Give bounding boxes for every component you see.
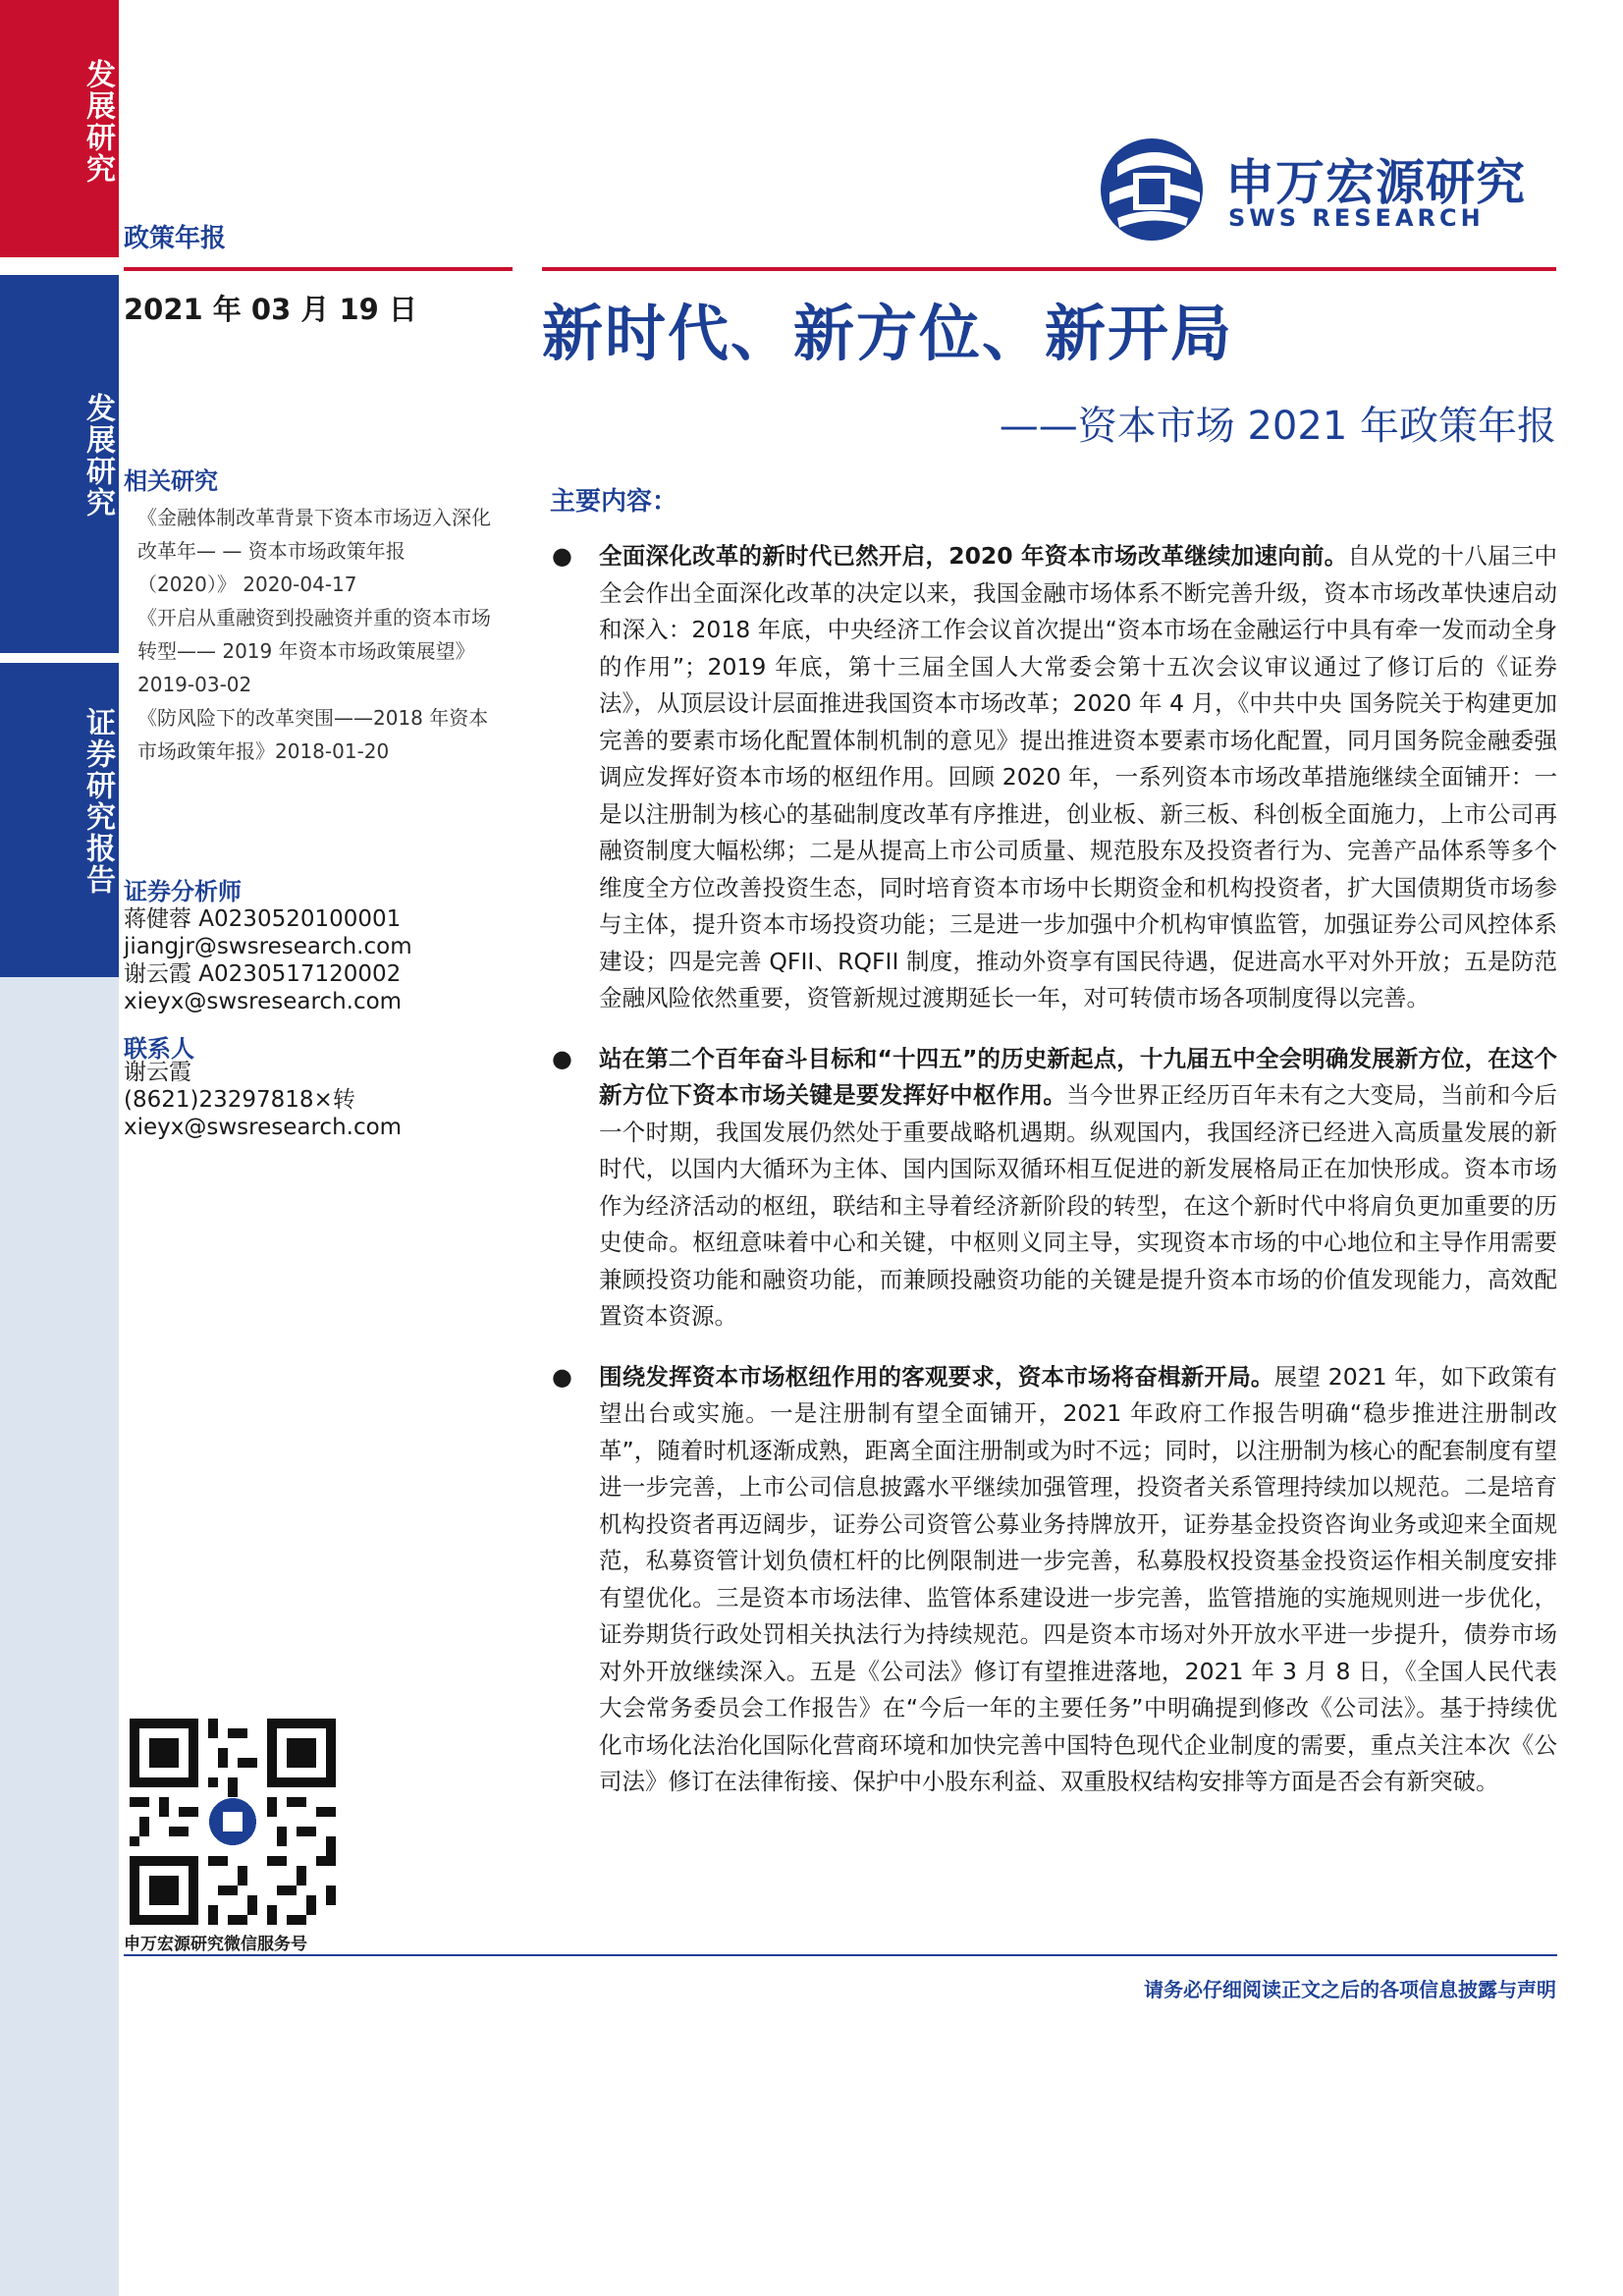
sidebar-label-bottom: 证券研究报告 [81,707,115,896]
bullet-body: 自从党的十八届三中全会作出全面深化改革的决定以来，我国金融市场体系不断完善升级，资本市场改革快速启动和深入：2018 年底，中央经济工作会议首次提出“资本市场在金融运行中具有牵一发而动全身的作用”；2019 年底，第十三届全国人大常委会第十五次会议审议通过了修订后的《证券法》，从顶层设计层面推进我国资本市场改革；2020 年 4 月，《中共中央 国务院关于构建更加完善的要素市场化配置体制机制的意见》提出推进资本要素市场化配置，同月国务院金融委强调应发挥好资本市场的枢纽作用。回顾 2020 年，一系列资本市场改革措施继续全面铺开：一是以注册制为核心的基础制度改革有序推进，创业板、新三板、科创板全面施力，上市公司再融资制度大幅松绑；二是从提高上市公司质量、规范股东及投资者行为、完善产品体系等多个维度全方位改善投资生态，同时培育资本市场中长期资金和机构投资者，扩大国债期货市场参与主体，提升资本市场投资功能；三是进一步加强中介机构审慎监管，加强证券公司风控体系建设；四是完善 QFII、RQFII 制度，推动外资享有国民待遇，促进高水平对外开放；五是防范金融风险依然重要，资管新规过渡期延长一年，对可转债市场各项制度得以完善。 [599,542,1557,1011]
main-bullet-item [550,1041,1557,1336]
header-rule-right [542,267,1556,271]
brand-name-cn: 申万宏源研究 [1225,154,1526,211]
analysts-block [124,905,412,1015]
brand-logo [1098,136,1559,244]
related-research-list [137,501,491,768]
bullet-lead: 围绕发挥资本市场枢纽作用的客观要求，资本市场将奋楫新开局。 [599,1362,1274,1391]
main-bullet-list [550,538,1557,1825]
qr-caption: 申万宏源研究微信服务号 [124,1935,307,1954]
bullet-lead: 全面深化改革的新时代已然开启，2020 年资本市场改革继续加速向前。 [599,542,1348,570]
left-sidebar-strip [0,0,119,2296]
report-date: 2021 年 03 月 19 日 [124,293,417,326]
sidebar-label-top: 发展研究 [81,59,115,185]
analyst-line: 谢云霞 A0230517120002 [124,961,402,987]
contact-name: 谢云霞 [124,1060,191,1085]
main-bullet-item [550,1359,1557,1801]
sidebar-gap [0,257,119,275]
related-research-item[interactable]: 《金融体制改革背景下资本市场迈入深化改革年— — 资本市场政策年报（2020）》 2020-04-17 [137,506,491,596]
bullet-dot-icon: ● [552,1362,572,1391]
bullet-dot-icon: ● [552,1044,572,1072]
contact-email[interactable]: xieyx@swsresearch.com [124,1115,403,1140]
related-research-item[interactable]: 《防风险下的改革突围——2018 年资本市场政策年报》2018-01-20 [137,706,489,763]
wechat-qr-code[interactable] [130,1719,336,1925]
report-subtitle: ——资本市场 2021 年政策年报 [999,404,1556,449]
contact-phone: (8621)23297818×转 [124,1087,355,1113]
brand-logo-icon [1098,136,1214,244]
related-research-heading: 相关研究 [124,467,218,495]
contact-heading: 联系人 [124,1035,194,1063]
document-type: 政策年报 [124,224,227,253]
bullet-dot-icon: ● [552,542,572,570]
analysts-heading: 证券分析师 [124,878,242,905]
sidebar-label-mid: 发展研究 [81,393,115,519]
related-research-item[interactable]: 《开启从重融资到投融资并重的资本市场转型—— 2019 年资本市场政策展望》2019-03-02 [137,606,491,696]
sidebar-gap [0,653,119,663]
bullet-body: 当今世界正经历百年未有之大变局，当前和今后一个时期，我国发展仍然处于重要战略机遇期。纵观国内，我国经济已经进入高质量发展的新时代，以国内大循环为主体、国内国际双循环相互促进的新发展格局正在加快形成。资本市场作为经济活动的枢纽，联结和主导着经济新阶段的转型，在这个新时代中将肩负更加重要的历史使命。枢纽意味着中心和关键，中枢则义同主导，实现资本市场的中心地位和主导作用需要兼顾投资功能和融资功能，而兼顾投融资功能的关键是提升资本市场的价值发现能力，高效配置资本资源。 [599,1081,1557,1330]
analyst-email[interactable]: jiangjr@swsresearch.com [124,934,412,959]
analyst-email[interactable]: xieyx@swsresearch.com [124,989,403,1014]
bullet-lead: 站在第二个百年奋斗目标和“十四五”的历史新起点，十九届五中全会明确发展新方位，在这个新方位下资本市场关键是要发挥好中枢作用。 [599,1044,1557,1109]
bullet-body: 展望 2021 年，如下政策有望出台或实施。一是注册制有望全面铺开，2021 年政府工作报告明确“稳步推进注册制改革”，随着时机逐渐成熟，距离全面注册制或为时不远；同时，以注册制为核心的配套制度有望进一步完善，上市公司信息披露水平继续加强管理，投资者关系管理持续加以规范。二是培育机构投资者再迈阔步，证券公司资管公募业务持牌放开，证券基金投资咨询业务或迎来全面规范，私募资管计划负债杠杆的比例限制进一步完善，私募股权投资基金投资运作相关制度安排有望优化。三是资本市场法律、监管体系建设进一步完善，监管措施的实施规则进一步优化，证券期货行政处罚相关执法行为持续规范。四是资本市场对外开放水平进一步提升，债券市场对外开放继续深入。五是《公司法》修订有望推进落地，2021 年 3 月 8 日，《全国人民代表大会常务委员会工作报告》在“今后一年的主要任务”中明确提到修改《公司法》。基于持续优化市场化法治化国际化营商环境和加快完善中国特色现代企业制度的需要，重点关注本次《公司法》修订在法律衔接、保护中小股东利益、双重股权结构安排等方面是否会有新突破。 [599,1362,1558,1795]
header-rule-left [124,267,513,271]
main-content-heading: 主要内容： [550,487,678,517]
main-bullet-item [550,538,1557,1017]
footer-divider [124,1954,1557,1956]
analyst-line: 蒋健蓉 A0230520100001 [124,906,402,932]
brand-name-en: SWS RESEARCH [1228,204,1485,232]
footer-disclaimer: 请务必仔细阅读正文之后的各项信息披露与声明 [1144,1978,1556,2001]
report-title: 新时代、新方位、新开局 [542,298,1234,369]
contact-block [124,1059,402,1141]
